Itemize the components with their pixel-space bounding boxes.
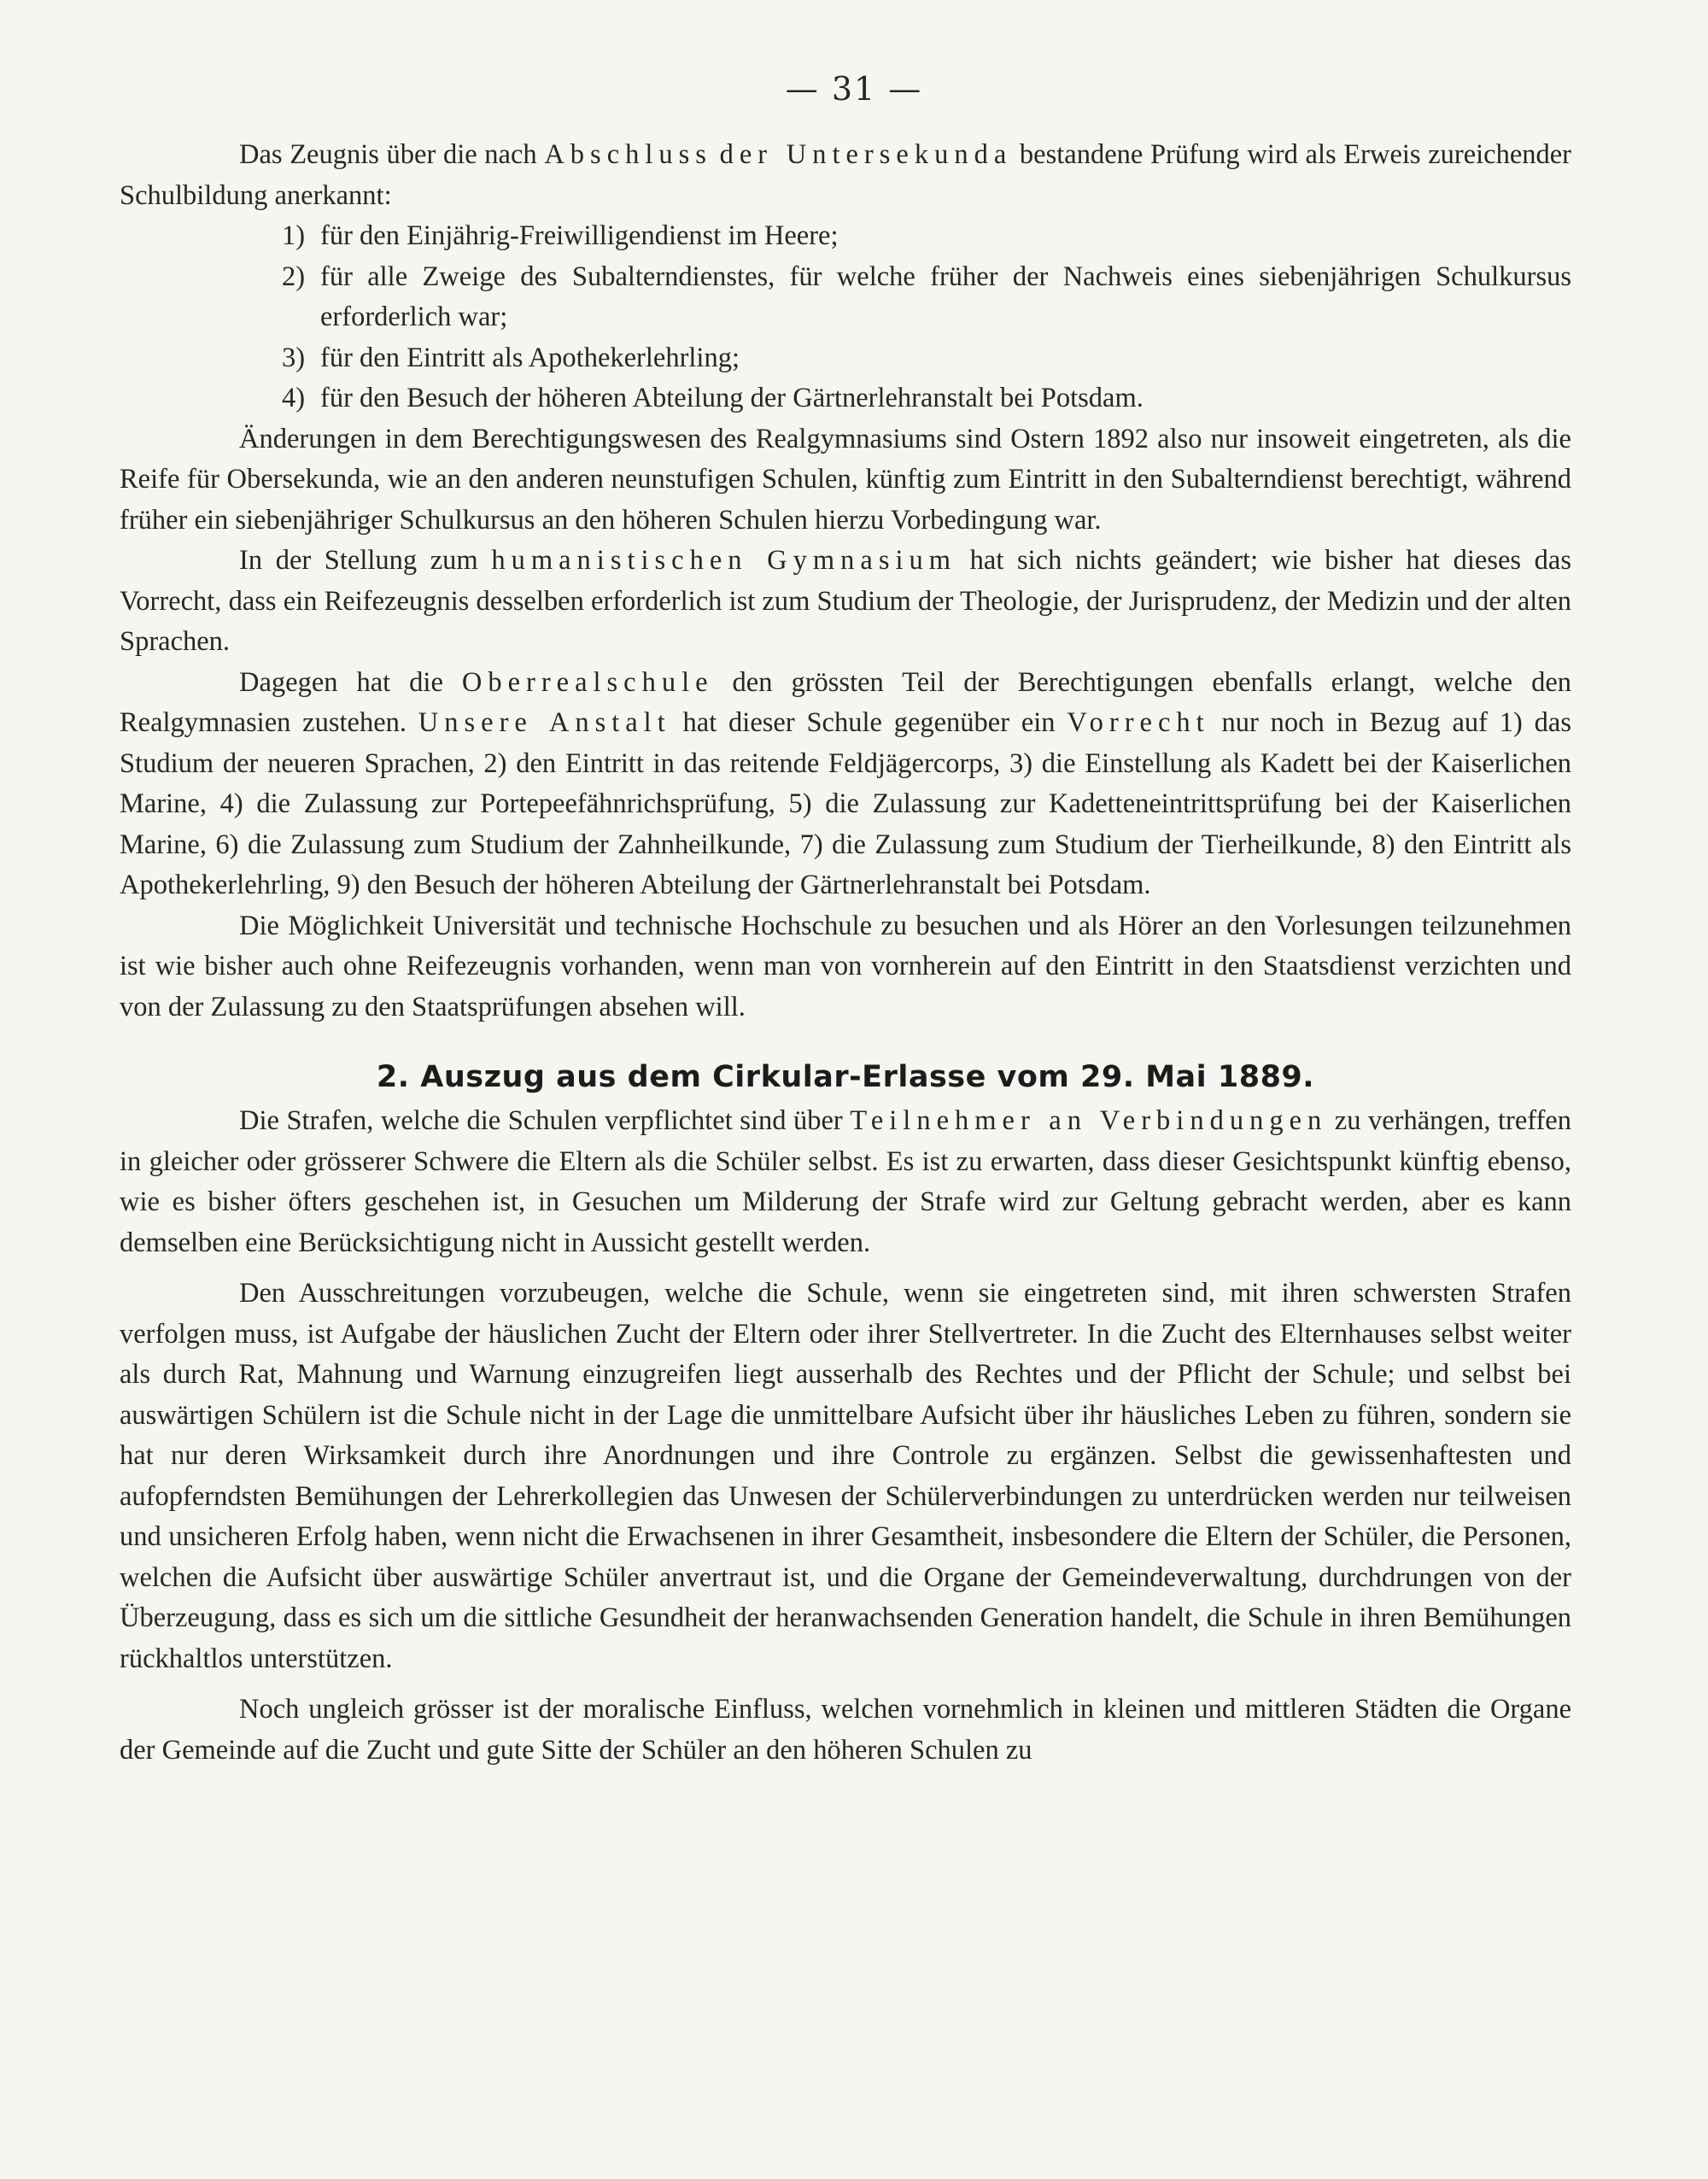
ober-spaced-vorrecht: Vorrecht [1067,707,1210,738]
list-item-number: 4) [282,383,306,413]
ober-text-b: den grössten Teil der Berechtigungen ebenfalls erlangt, welche den Realgymnasien zustehen. [120,666,1571,738]
page-number: — 31 — [785,70,923,108]
ober-spaced-anstalt: Unsere Anstalt [418,707,671,738]
list-item-text: für alle Zweige des Subalterndienstes, für welche früher der Nachweis eines siebenjährigen Schulkursus erforderlich war; [320,261,1571,332]
ober-spaced-oberrealschule: Oberrealschule [461,666,714,698]
penalties-spaced: Teilnehmer an Verbindungen [850,1105,1328,1136]
ober-text-a: Dagegen hat die [239,666,462,698]
list-item-number: 1) [282,220,306,251]
section-heading: 2. Auszug aus dem Cirkular-Erlasse vom 29. Mai 1889. [376,1060,1315,1094]
university-paragraph: Die Möglichkeit Universität und technische Hochschule zu besuchen und als Hörer an den Vorlesungen teilzunehmen ist wie bisher auch ohne Reifezeugnis vorhanden, wenn man von vornherein auf den Eintritt in den Staatsdienst verzichten und von der Zulassung zu den Staatsprüfungen absehen will. [120,910,1571,1022]
list-item-text: für den Einjährig-Freiwilligendienst im Heere; [320,220,839,251]
list-item [120,216,1571,257]
list-item [120,378,1571,419]
penalties-text-a: Die Strafen, welche die Schulen verpflichtet sind über [239,1105,851,1136]
gym-spaced: humanistischen Gymnasium [491,545,957,576]
penalties-paragraph [120,1101,1571,1263]
list-item-text: für den Eintritt als Apothekerlehrling; [320,342,740,373]
influence-paragraph: Noch ungleich grösser ist der moralische Einfluss, welchen vornehmlich in kleinen und mittleren Städten die Organe der Gemeinde auf die Zucht und gute Sitte der Schüler an den höheren Schulen zu [120,1694,1571,1766]
list-item-number: 3) [282,342,306,373]
list-item [120,257,1571,338]
entitlement-list [120,216,1571,419]
penalties-text-b: zu verhängen, treffen in gleicher oder grösserer Schwere die Eltern als die Schüler selbst. Es ist zu erwarten, dass dieser Gesichtspunkt künftig ebenso, wie es bisher öfters geschehen ist, in Gesuchen um Milderung der Strafe wird zur Geltung gebracht werden, aber es kann demselben eine Berücksichtigung nicht in Aussicht gestellt werden. [120,1105,1571,1258]
gymnasium-paragraph [120,541,1571,663]
intro-text-a: Das Zeugnis über die nach [239,139,545,170]
intro-spaced-untersekunda: der Untersekunda [719,139,1013,170]
page-body [120,135,1571,1771]
changes-paragraph: Änderungen in dem Berechtigungswesen des Realgymnasiums sind Ostern 1892 also nur insoweit eingetreten, als die Reife für Obersekunda, wie an den anderen neunstufigen Schulen, künftig zum Eintritt in den Subalterndienst berechtigt, während früher ein siebenjähriger Schulkursus an den höheren Schulen hierzu Vorbedingung war. [120,423,1571,536]
list-item [120,338,1571,379]
intro-paragraph [120,135,1571,216]
gym-text-b: hat sich nichts geändert; wie bisher hat dieses das Vorrecht, dass ein Reifezeugnis desselben erforderlich ist zum Studium der Theologie, der Jurisprudenz, der Medizin und der alten Sprachen. [120,545,1571,657]
prevention-paragraph: Den Ausschreitungen vorzubeugen, welche die Schule, wenn sie eingetreten sind, mit ihren schwersten Strafen verfolgen muss, ist Aufgabe der häuslichen Zucht der Eltern oder ihrer Stellvertreter. In die Zucht des Elternhauses selbst weiter als durch Rat, Mahnung und Warnung einzugreifen liegt ausserhalb des Rechtes und der Pflicht der Schule; und selbst bei auswärtigen Schülern ist die Schule nicht in der Lage die unmittelbare Aufsicht über ihr häusliches Leben zu führen, sondern sie hat nur deren Wirksamkeit durch ihre Anordnungen und ihre Controle zu ergänzen. Selbst die gewissenhaftesten und aufopferndsten Bemühungen der Lehrerkollegien das Unwesen der Schülerverbindungen zu unterdrücken werden nur teilweisen und unsicheren Erfolg haben, wenn nicht die Erwachsenen in ihrer Gesamtheit, insbesondere die Eltern der Schüler, die Personen, welchen die Aufsicht über auswärtige Schüler anvertraut ist, und die Organe der Gemeindeverwaltung, durchdrungen von der Überzeugung, dass es sich um die sittliche Gesundheit der heranwachsenden Generation handelt, die Schule in ihren Bemühungen rückhaltlos unterstützen. [120,1278,1571,1674]
ober-text-c: hat dieser Schule gegenüber ein [670,707,1068,738]
ober-text-d: nur noch in Bezug auf 1) das Studium der neueren Sprachen, 2) den Eintritt in das reitende Feldjägercorps, 3) die Einstellung als Kadett bei der Kaiserlichen Marine, 4) die Zulassung zur Portepeefähnrichsprüfung, 5) die Zulassung zur Kadetteneintrittsprüfung bei der Kaiserlichen Marine, 6) die Zulassung zum Studium der Zahnheilkunde, 7) die Zulassung zum Studium der Tierheilkunde, 8) den Eintritt als Apothekerlehrling, 9) den Besuch der höheren Abteilung der Gärtnerlehranstalt bei Potsdam. [120,707,1571,900]
list-item-number: 2) [282,261,306,292]
list-item-text: für den Besuch der höheren Abteilung der Gärtnerlehranstalt bei Potsdam. [320,383,1144,413]
oberrealschule-paragraph [120,663,1571,906]
intro-spaced-abschluss: Abschluss [544,139,712,170]
intro-text-b [712,139,720,170]
gym-text-a: In der Stellung zum [239,545,492,576]
intro-text-c: bestandene Prüfung wird als Erweis zureichender Schulbildung anerkannt: [120,139,1572,211]
